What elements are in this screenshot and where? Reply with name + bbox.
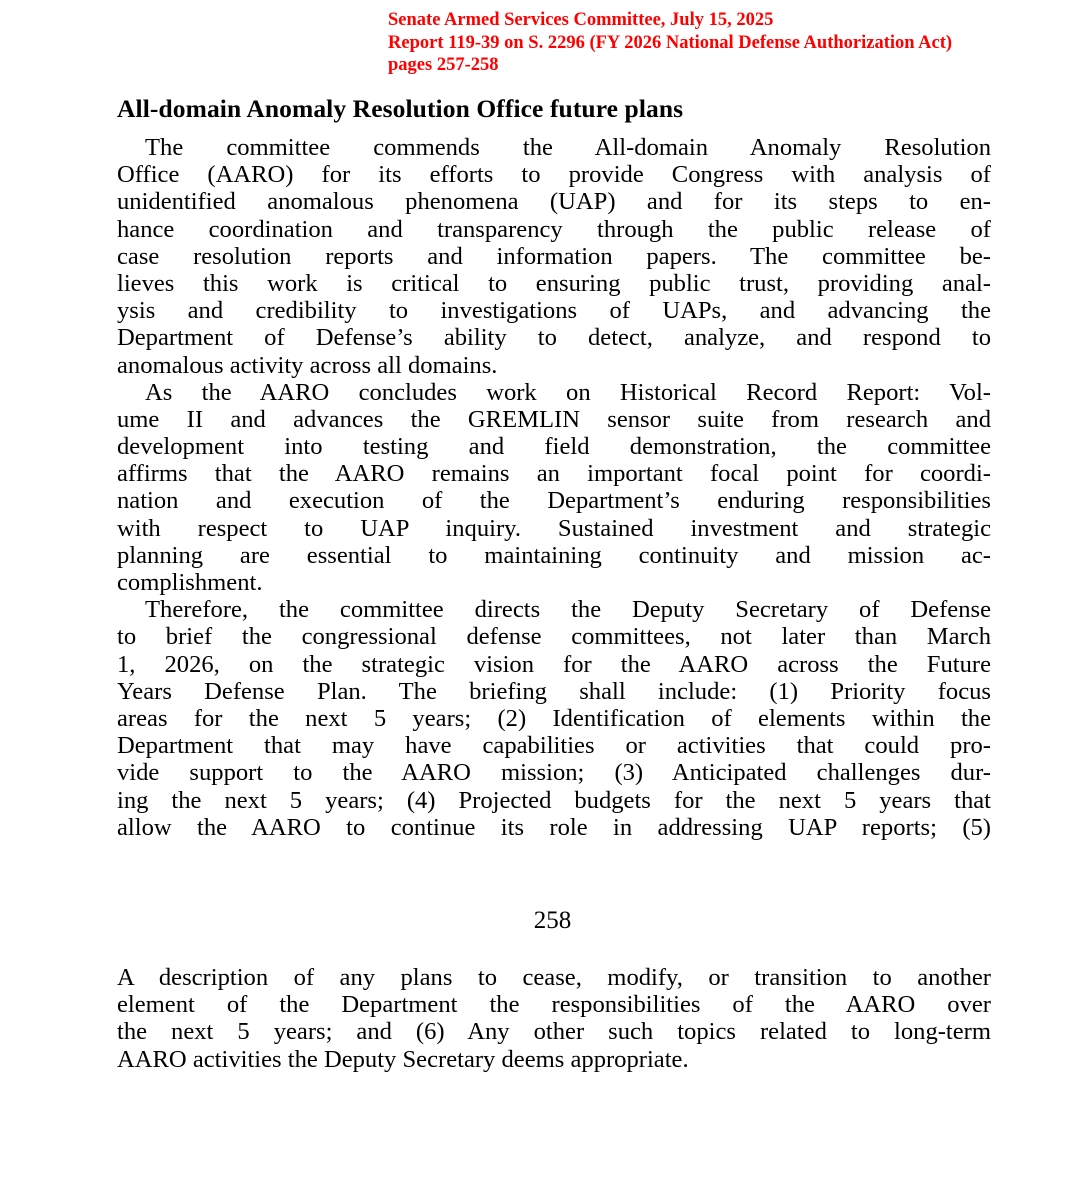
citation-committee-date: Senate Armed Services Committee, July 15, 2025 — [388, 10, 774, 30]
text-line: element of the Department the responsibilities of the AARO over — [117, 991, 991, 1019]
text-line: Department of Defense’s ability to detect, analyze, and respond to — [117, 324, 991, 352]
text-line: to brief the congressional defense committees, not later than March — [117, 623, 991, 651]
text-line: vide support to the AARO mission; (3) Anticipated challenges dur- — [117, 759, 991, 787]
text-line: ume II and advances the GREMLIN sensor suite from research and — [117, 405, 991, 433]
text-line: lieves this work is critical to ensuring public trust, providing anal- — [117, 269, 991, 297]
paragraph-affirmation — [117, 379, 991, 597]
text-line: areas for the next 5 years; (2) Identification of elements within the — [117, 704, 991, 732]
text-line: 1, 2026, on the strategic vision for the AARO across the Future — [117, 650, 991, 678]
text-line: allow the AARO to continue its role in addressing UAP reports; (5) — [117, 813, 991, 841]
paragraph-directive — [117, 596, 991, 841]
text-line: anomalous activity across all domains. — [117, 351, 498, 379]
text-line: with respect to UAP inquiry. Sustained investment and strategic — [117, 514, 991, 542]
text-line: Office (AARO) for its efforts to provide Congress with analysis of — [117, 161, 991, 189]
text-line: nation and execution of the Department’s enduring responsibilities — [117, 487, 991, 515]
text-line: Department that may have capabilities or activities that could pro- — [117, 732, 991, 760]
citation-pages: pages 257-258 — [388, 55, 499, 75]
report-body-page-257 — [117, 134, 991, 841]
citation-header — [388, 9, 1078, 77]
text-line: ysis and credibility to investigations of UAPs, and advancing the — [117, 297, 991, 325]
paragraph-continuation — [117, 964, 991, 1073]
text-line: ing the next 5 years; (4) Projected budgets for the next 5 years that — [117, 786, 991, 814]
text-line: Therefore, the committee directs the Deputy Secretary of Defense — [145, 596, 991, 624]
text-line: hance coordination and transparency through the public release of — [117, 215, 991, 243]
text-line: planning are essential to maintaining continuity and mission ac- — [117, 541, 991, 569]
text-line: affirms that the AARO remains an important focal point for coordi- — [117, 460, 991, 488]
section-heading: All-domain Anomaly Resolution Office future plans — [117, 94, 684, 123]
text-line: Years Defense Plan. The briefing shall include: (1) Priority focus — [117, 677, 991, 705]
citation-report-number: Report 119-39 on S. 2296 (FY 2026 National Defense Authorization Act) — [388, 32, 953, 53]
text-line: The committee commends the All-domain Anomaly Resolution — [145, 134, 991, 161]
text-line: complishment. — [117, 569, 263, 596]
text-line: development into testing and field demonstration, the committee — [117, 433, 991, 461]
text-line: the next 5 years; and (6) Any other such topics related to long-term — [117, 1018, 991, 1046]
text-line: As the AARO concludes work on Historical Record Report: Vol- — [145, 378, 991, 406]
paragraph-commendation — [117, 134, 991, 379]
report-body-page-258 — [117, 964, 991, 1073]
text-line: case resolution reports and information papers. The committee be- — [117, 242, 991, 270]
text-line: AARO activities the Deputy Secretary deems appropriate. — [117, 1045, 689, 1073]
text-line: A description of any plans to cease, modify, or transition to another — [117, 964, 991, 991]
text-line: unidentified anomalous phenomena (UAP) and for its steps to en- — [117, 188, 991, 216]
page-number: 258 — [533, 907, 572, 934]
